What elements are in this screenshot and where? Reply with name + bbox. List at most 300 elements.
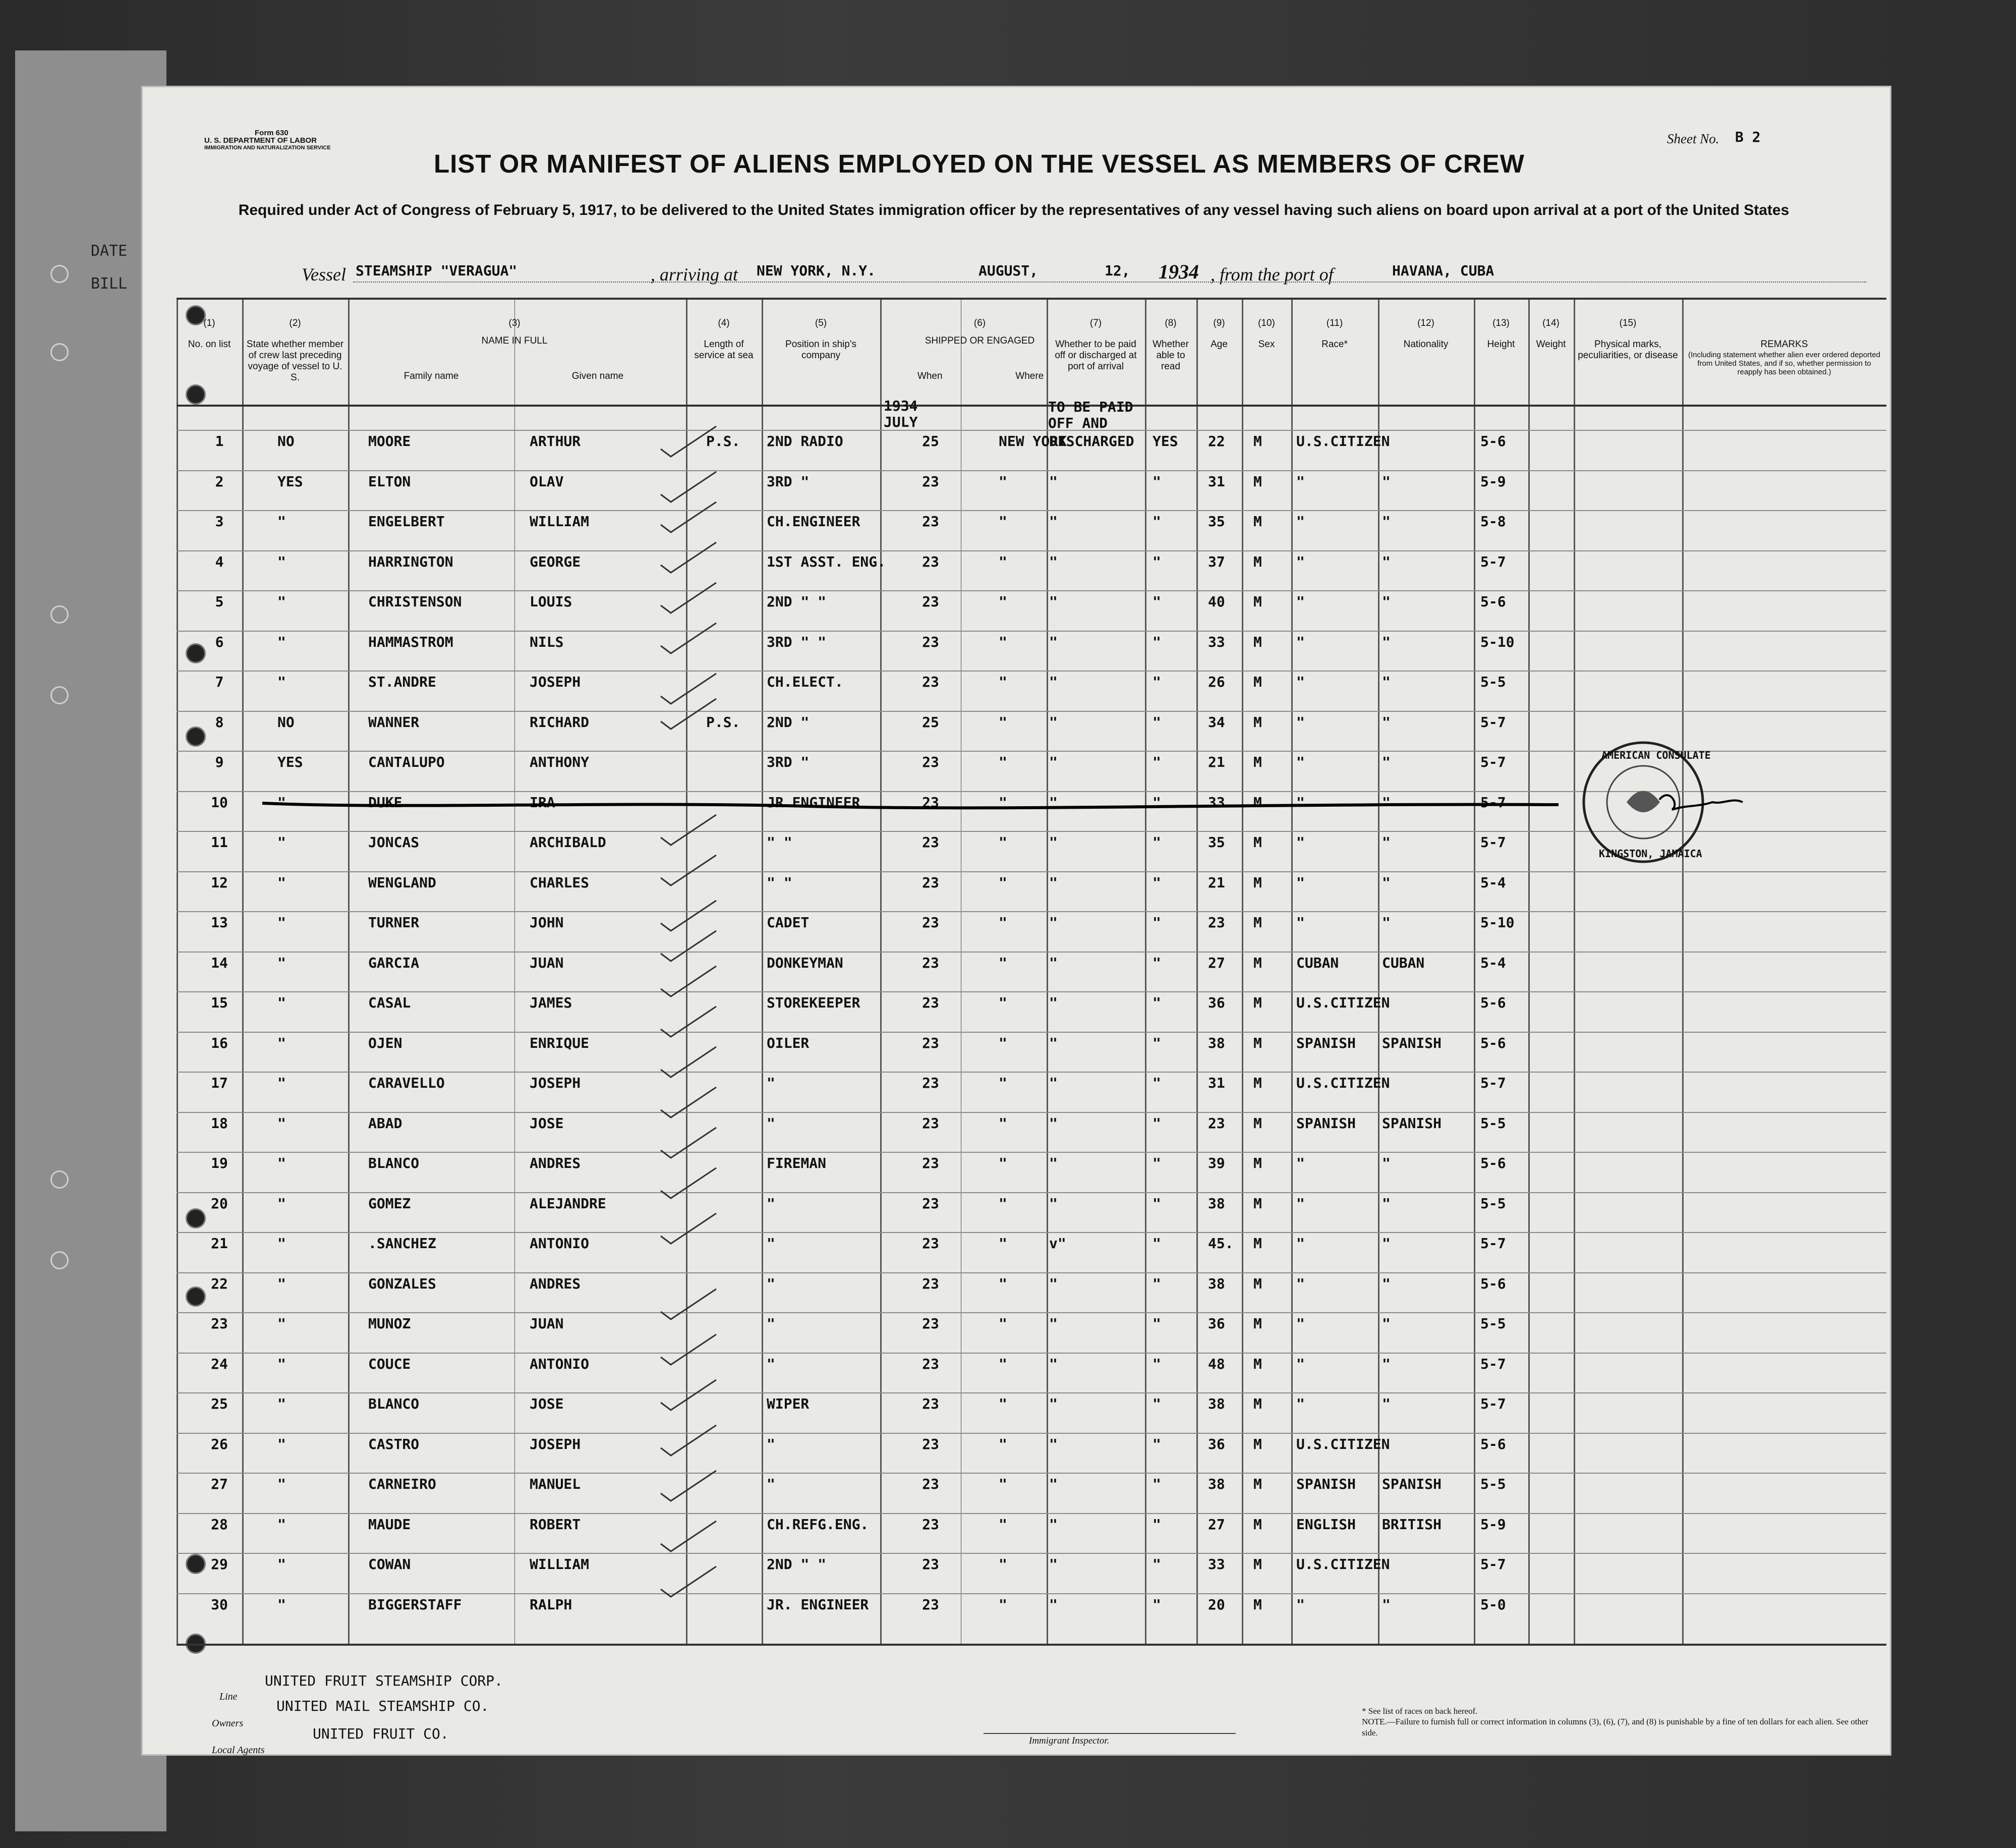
cell-height: 5-10 (1480, 914, 1515, 931)
cell-sex: M (1253, 713, 1262, 731)
cell-prev: " (277, 794, 286, 811)
cell-position: 2ND " " (767, 1556, 827, 1573)
cell-prev: " (277, 1556, 286, 1573)
cell-race: " (1296, 754, 1305, 770)
cell-nat: " (1382, 754, 1391, 770)
cell-age: 20 (1208, 1596, 1225, 1613)
cell-family: WENGLAND (368, 874, 436, 891)
cell-where: " (999, 633, 1007, 650)
cell-given: RALPH (530, 1596, 572, 1613)
cell-given: RICHARD (530, 713, 590, 731)
column-number: (5) (815, 318, 827, 328)
cell-prev: " (277, 1114, 286, 1132)
cell-nat: " (1382, 1275, 1391, 1292)
cell-where: " (999, 1235, 1007, 1252)
cell-height: 5-5 (1480, 1315, 1506, 1332)
cell-no: 5 (215, 593, 224, 610)
cell-no: 30 (211, 1596, 228, 1613)
cell-no: 17 (211, 1075, 228, 1091)
shipped-month: JULY (884, 414, 918, 430)
cell-sex: M (1253, 1315, 1262, 1332)
cell-age: 34 (1208, 713, 1225, 731)
cell-given: JOSEPH (530, 1075, 581, 1091)
cell-read: " (1153, 633, 1161, 650)
cell-age: 38 (1208, 1034, 1225, 1051)
cell-when: 23 (922, 1395, 939, 1412)
cell-position: " (767, 1355, 775, 1372)
cell-family: CANTALUPO (368, 754, 445, 770)
cell-nat: " (1382, 713, 1391, 731)
cell-position: JR. ENGINEER (767, 1596, 869, 1613)
cell-race: " (1296, 1195, 1305, 1212)
cell-read: " (1153, 513, 1161, 530)
cell-prev: " (277, 834, 286, 851)
column-label: Age (1211, 339, 1228, 350)
cell-race: " (1296, 674, 1305, 690)
column-label: Length of service at sea (694, 339, 754, 361)
cell-where: " (999, 1596, 1007, 1613)
cell-no: 15 (211, 994, 228, 1011)
cell-position: " " (767, 874, 792, 891)
from-label: , from the port of (1211, 264, 1334, 285)
cell-position: 3RD " " (767, 633, 827, 650)
column-number: (2) (289, 318, 301, 328)
cell-prev: " (277, 1155, 286, 1171)
cell-paid: " (1049, 1435, 1058, 1452)
cell-service: P.S. (706, 713, 740, 731)
cell-when: 23 (922, 754, 939, 770)
vessel-label: Vessel (302, 264, 346, 285)
cell-prev: " (277, 1235, 286, 1252)
cell-given: ANTHONY (530, 754, 590, 770)
column-label: Whether able to read (1153, 339, 1189, 372)
cell-no: 4 (215, 553, 224, 570)
cell-position: " (767, 1114, 775, 1132)
cell-where: " (999, 794, 1007, 811)
cell-height: 5-5 (1480, 1476, 1506, 1492)
cell-read: " (1153, 1556, 1161, 1573)
cell-prev: " (277, 674, 286, 690)
cell-given: JOSE (530, 1395, 564, 1412)
column-sublabel: Given name (571, 371, 624, 381)
arriving-label: , arriving at (651, 264, 738, 285)
cell-prev: " (277, 513, 286, 530)
cell-where: " (999, 553, 1007, 570)
column-label: Race* (1321, 339, 1348, 350)
cell-race: U.S.CITIZEN (1296, 433, 1390, 450)
cell-paid: " (1049, 1516, 1058, 1533)
column-number: (14) (1542, 318, 1560, 328)
cell-given: LOUIS (530, 593, 572, 610)
cell-family: COWAN (368, 1556, 411, 1573)
column-label: Height (1487, 339, 1515, 350)
cell-where: " (999, 1435, 1007, 1452)
cell-age: 45. (1208, 1235, 1234, 1252)
cell-given: MANUEL (530, 1476, 581, 1492)
cell-paid: " (1049, 593, 1058, 610)
cell-paid: " (1049, 674, 1058, 690)
cell-position: DONKEYMAN (767, 954, 843, 971)
cell-age: 31 (1208, 1075, 1225, 1091)
cell-height: 5-6 (1480, 1034, 1506, 1051)
cell-nat: " (1382, 1315, 1391, 1332)
cell-family: CASAL (368, 994, 411, 1011)
cell-no: 3 (215, 513, 224, 530)
cell-age: 36 (1208, 1315, 1225, 1332)
cell-height: 5-6 (1480, 1155, 1506, 1171)
cell-prev: " (277, 1596, 286, 1613)
cell-paid: " (1049, 1395, 1058, 1412)
cell-paid: " (1049, 914, 1058, 931)
cell-read: " (1153, 1435, 1161, 1452)
cell-family: GONZALES (368, 1275, 436, 1292)
cell-when: 23 (922, 1034, 939, 1051)
cell-when: 23 (922, 1195, 939, 1212)
cell-read: " (1153, 754, 1161, 770)
cell-prev: NO (277, 713, 295, 731)
cell-no: 6 (215, 633, 224, 650)
cell-sex: M (1253, 1114, 1262, 1132)
cell-read: " (1153, 1034, 1161, 1051)
cell-position: 3RD " (767, 754, 810, 770)
cell-read: " (1153, 713, 1161, 731)
cell-height: 5-6 (1480, 1435, 1506, 1452)
cell-height: 5-10 (1480, 633, 1515, 650)
cell-race: U.S.CITIZEN (1296, 1075, 1390, 1091)
cell-prev: " (277, 994, 286, 1011)
column-number: (1) (203, 318, 215, 328)
cell-given: CHARLES (530, 874, 590, 891)
cell-height: 5-6 (1480, 433, 1506, 450)
cell-race: " (1296, 513, 1305, 530)
cell-prev: " (277, 553, 286, 570)
cell-position: " (767, 1235, 775, 1252)
cell-no: 11 (211, 834, 228, 851)
cell-age: 48 (1208, 1355, 1225, 1372)
cell-age: 33 (1208, 1556, 1225, 1573)
column-label: Sex (1258, 339, 1275, 350)
column-number: (6) (973, 318, 986, 328)
cell-read: YES (1153, 433, 1178, 450)
cell-family: CARNEIRO (368, 1476, 436, 1492)
cell-race: " (1296, 1315, 1305, 1332)
cell-sex: M (1253, 593, 1262, 610)
cell-where: " (999, 513, 1007, 530)
cell-position: WIPER (767, 1395, 810, 1412)
column-number: (12) (1417, 318, 1434, 328)
cell-where: " (999, 1556, 1007, 1573)
cell-where: " (999, 954, 1007, 971)
cell-sex: M (1253, 1596, 1262, 1613)
cell-race: SPANISH (1296, 1034, 1356, 1051)
cell-where: " (999, 914, 1007, 931)
cell-read: " (1153, 874, 1161, 891)
cell-family: MUNOZ (368, 1315, 411, 1332)
cell-position: " (767, 1075, 775, 1091)
cell-no: 10 (211, 794, 228, 811)
cell-position: 3RD " (767, 473, 810, 490)
cell-read: " (1153, 1355, 1161, 1372)
cell-read: " (1153, 914, 1161, 931)
column-label: Nationality (1403, 339, 1449, 350)
cell-when: 25 (922, 433, 939, 450)
cell-sex: M (1253, 1275, 1262, 1292)
cell-when: 23 (922, 1596, 939, 1613)
cell-where: " (999, 593, 1007, 610)
cell-where: " (999, 713, 1007, 731)
footer-agents-value: UNITED FRUIT CO. (313, 1725, 449, 1742)
cell-age: 31 (1208, 473, 1225, 490)
cell-position: STOREKEEPER (767, 994, 860, 1011)
cell-prev: " (277, 1275, 286, 1292)
cell-read: " (1153, 1315, 1161, 1332)
cell-when: 23 (922, 1075, 939, 1091)
cell-family: GOMEZ (368, 1195, 411, 1212)
cell-nat: " (1382, 1155, 1391, 1171)
cell-sex: M (1253, 1556, 1262, 1573)
cell-given: WILLIAM (530, 1556, 590, 1573)
cell-sex: M (1253, 1395, 1262, 1412)
cell-race: " (1296, 914, 1305, 931)
page-title: LIST OR MANIFEST OF ALIENS EMPLOYED ON THE VESSEL AS MEMBERS OF CREW (434, 149, 1525, 178)
cell-nat: " (1382, 473, 1391, 490)
cell-when: 23 (922, 1315, 939, 1332)
cell-height: 5-4 (1480, 874, 1506, 891)
cell-nat: " (1382, 1395, 1391, 1412)
cell-height: 5-5 (1480, 1195, 1506, 1212)
cell-paid: " (1049, 1075, 1058, 1091)
cell-paid: " (1049, 1476, 1058, 1492)
margin-date: DATE (91, 242, 128, 260)
cell-prev: " (277, 1195, 286, 1212)
cell-family: MAUDE (368, 1516, 411, 1533)
cell-no: 2 (215, 473, 224, 490)
cell-family: .SANCHEZ (368, 1235, 436, 1252)
cell-family: HARRINGTON (368, 553, 453, 570)
cell-when: 23 (922, 1476, 939, 1492)
handwritten-checkmarks (661, 426, 716, 1597)
cell-prev: " (277, 633, 286, 650)
cell-paid: DISCHARGED (1049, 433, 1134, 450)
cell-nat: " (1382, 914, 1391, 931)
cell-age: 27 (1208, 1516, 1225, 1533)
cell-height: 5-7 (1480, 794, 1506, 811)
cell-no: 21 (211, 1235, 228, 1252)
cell-position: " (767, 1275, 775, 1292)
cell-height: 5-8 (1480, 513, 1506, 530)
cell-age: 40 (1208, 593, 1225, 610)
cell-height: 5-0 (1480, 1596, 1506, 1613)
cell-sex: M (1253, 1516, 1262, 1533)
cell-read: " (1153, 1114, 1161, 1132)
cell-family: OJEN (368, 1034, 402, 1051)
cell-no: 16 (211, 1034, 228, 1051)
cell-sex: M (1253, 473, 1262, 490)
cell-read: " (1153, 1235, 1161, 1252)
cell-prev: " (277, 1315, 286, 1332)
cell-read: " (1153, 1476, 1161, 1492)
cell-given: ARCHIBALD (530, 834, 606, 851)
cell-sex: M (1253, 834, 1262, 851)
dept-label: U. S. DEPARTMENT OF LABOR (204, 136, 317, 145)
cell-no: 19 (211, 1155, 228, 1171)
cell-read: " (1153, 593, 1161, 610)
cell-given: JAMES (530, 994, 572, 1011)
cell-race: " (1296, 473, 1305, 490)
cell-age: 36 (1208, 1435, 1225, 1452)
cell-family: TURNER (368, 914, 420, 931)
cell-given: NILS (530, 633, 564, 650)
cell-given: ROBERT (530, 1516, 581, 1533)
cell-when: 23 (922, 1155, 939, 1171)
cell-paid: " (1049, 513, 1058, 530)
cell-nat: SPANISH (1382, 1476, 1442, 1492)
cell-where: " (999, 754, 1007, 770)
cell-paid: v" (1049, 1235, 1066, 1252)
cell-paid: " (1049, 874, 1058, 891)
column-sublabel: Where (1015, 371, 1044, 381)
cell-no: 20 (211, 1195, 228, 1212)
cell-read: " (1153, 1395, 1161, 1412)
cell-nat: CUBAN (1382, 954, 1425, 971)
cell-no: 23 (211, 1315, 228, 1332)
cell-when: 23 (922, 1435, 939, 1452)
cell-family: COUCE (368, 1355, 411, 1372)
cell-height: 5-7 (1480, 754, 1506, 770)
cell-paid: " (1049, 473, 1058, 490)
cell-when: 23 (922, 553, 939, 570)
cell-prev: YES (277, 473, 303, 490)
cell-position: " " (767, 834, 792, 851)
cell-paid: " (1049, 1355, 1058, 1372)
cell-race: " (1296, 834, 1305, 851)
cell-position: " (767, 1435, 775, 1452)
cell-prev: " (277, 593, 286, 610)
cell-read: " (1153, 954, 1161, 971)
footnote-races: * See list of races on back hereof. (1362, 1706, 1478, 1716)
cell-age: 37 (1208, 553, 1225, 570)
cell-when: 25 (922, 713, 939, 731)
cell-age: 26 (1208, 674, 1225, 690)
cell-sex: M (1253, 674, 1262, 690)
column-label: REMARKS (1760, 339, 1808, 350)
column-number: (9) (1213, 318, 1225, 328)
cell-nat: " (1382, 794, 1391, 811)
cell-race: " (1296, 874, 1305, 891)
form-number: Form 630 (255, 129, 289, 137)
cell-when: 23 (922, 674, 939, 690)
cell-where: " (999, 1034, 1007, 1051)
cell-sex: M (1253, 874, 1262, 891)
cell-read: " (1153, 1275, 1161, 1292)
cell-height: 5-7 (1480, 553, 1506, 570)
cell-position: 2ND RADIO (767, 433, 843, 450)
cell-no: 25 (211, 1395, 228, 1412)
column-label: Weight (1536, 339, 1566, 350)
cell-given: IRA (530, 794, 555, 811)
cell-read: " (1153, 1075, 1161, 1091)
cell-race: U.S.CITIZEN (1296, 1556, 1390, 1573)
cell-where: " (999, 1275, 1007, 1292)
cell-height: 5-6 (1480, 593, 1506, 610)
cell-age: 33 (1208, 633, 1225, 650)
cell-race: " (1296, 1355, 1305, 1372)
cell-race: ENGLISH (1296, 1516, 1356, 1533)
cell-nat: " (1382, 593, 1391, 610)
cell-when: 23 (922, 1275, 939, 1292)
cell-no: 28 (211, 1516, 228, 1533)
column-label: Physical marks, peculiarities, or disease (1578, 339, 1678, 361)
cell-paid: " (1049, 1114, 1058, 1132)
cell-nat: SPANISH (1382, 1114, 1442, 1132)
column-number: (3) (508, 318, 521, 328)
cell-position: OILER (767, 1034, 810, 1051)
cell-race: " (1296, 1596, 1305, 1613)
from-port: HAVANA, CUBA (1392, 262, 1494, 279)
cell-height: 5-7 (1480, 834, 1506, 851)
service-label: IMMIGRATION AND NATURALIZATION SERVICE (204, 145, 331, 151)
cell-given: JOSEPH (530, 674, 581, 690)
cell-read: " (1153, 1516, 1161, 1533)
cell-height: 5-7 (1480, 1355, 1506, 1372)
cell-family: MOORE (368, 433, 411, 450)
cell-nat: " (1382, 633, 1391, 650)
page-subtitle: Required under Act of Congress of February 5, 1917, to be delivered to the United States immigration officer by the representatives of any vessel having such aliens on board upon arrival at a port of the United States (238, 202, 1790, 218)
cell-height: 5-9 (1480, 1516, 1506, 1533)
cell-sex: M (1253, 1476, 1262, 1492)
column-label: Whether to be paid off or discharged at port of arrival (1055, 339, 1137, 372)
cell-paid: " (1049, 954, 1058, 971)
cell-race: " (1296, 1395, 1305, 1412)
cell-where: " (999, 1155, 1007, 1171)
cell-where: " (999, 1114, 1007, 1132)
cell-service: P.S. (706, 433, 740, 450)
cell-family: WANNER (368, 713, 420, 731)
cell-prev: YES (277, 754, 303, 770)
cell-nat: " (1382, 1235, 1391, 1252)
cell-sex: M (1253, 1155, 1262, 1171)
sheet-label: Sheet No. (1667, 131, 1719, 146)
cell-height: 5-7 (1480, 1075, 1506, 1091)
cell-paid: " (1049, 1195, 1058, 1212)
cell-position: JR ENGINEER (767, 794, 860, 811)
cell-height: 5-7 (1480, 1395, 1506, 1412)
column-sublabel: When (917, 371, 943, 381)
cell-no: 12 (211, 874, 228, 891)
cell-no: 1 (215, 433, 224, 450)
arriving-port: NEW YORK, N.Y. (757, 262, 876, 279)
column-number: (15) (1619, 318, 1637, 328)
cell-no: 9 (215, 754, 224, 770)
cell-given: JOHN (530, 914, 564, 931)
cell-age: 35 (1208, 834, 1225, 851)
cell-where: " (999, 674, 1007, 690)
cell-paid: " (1049, 1315, 1058, 1332)
cell-prev: " (277, 954, 286, 971)
cell-family: JONCAS (368, 834, 420, 851)
cell-height: 5-7 (1480, 1556, 1506, 1573)
cell-family: ABAD (368, 1114, 402, 1132)
cell-family: ELTON (368, 473, 411, 490)
cell-age: 33 (1208, 794, 1225, 811)
cell-race: " (1296, 633, 1305, 650)
footer-owners-label: Owners (212, 1718, 244, 1729)
cell-sex: M (1253, 1034, 1262, 1051)
cell-given: ANDRES (530, 1275, 581, 1292)
column-label: Position in ship's company (785, 339, 856, 361)
cell-nat: " (1382, 1195, 1391, 1212)
column-number: (4) (718, 318, 730, 328)
